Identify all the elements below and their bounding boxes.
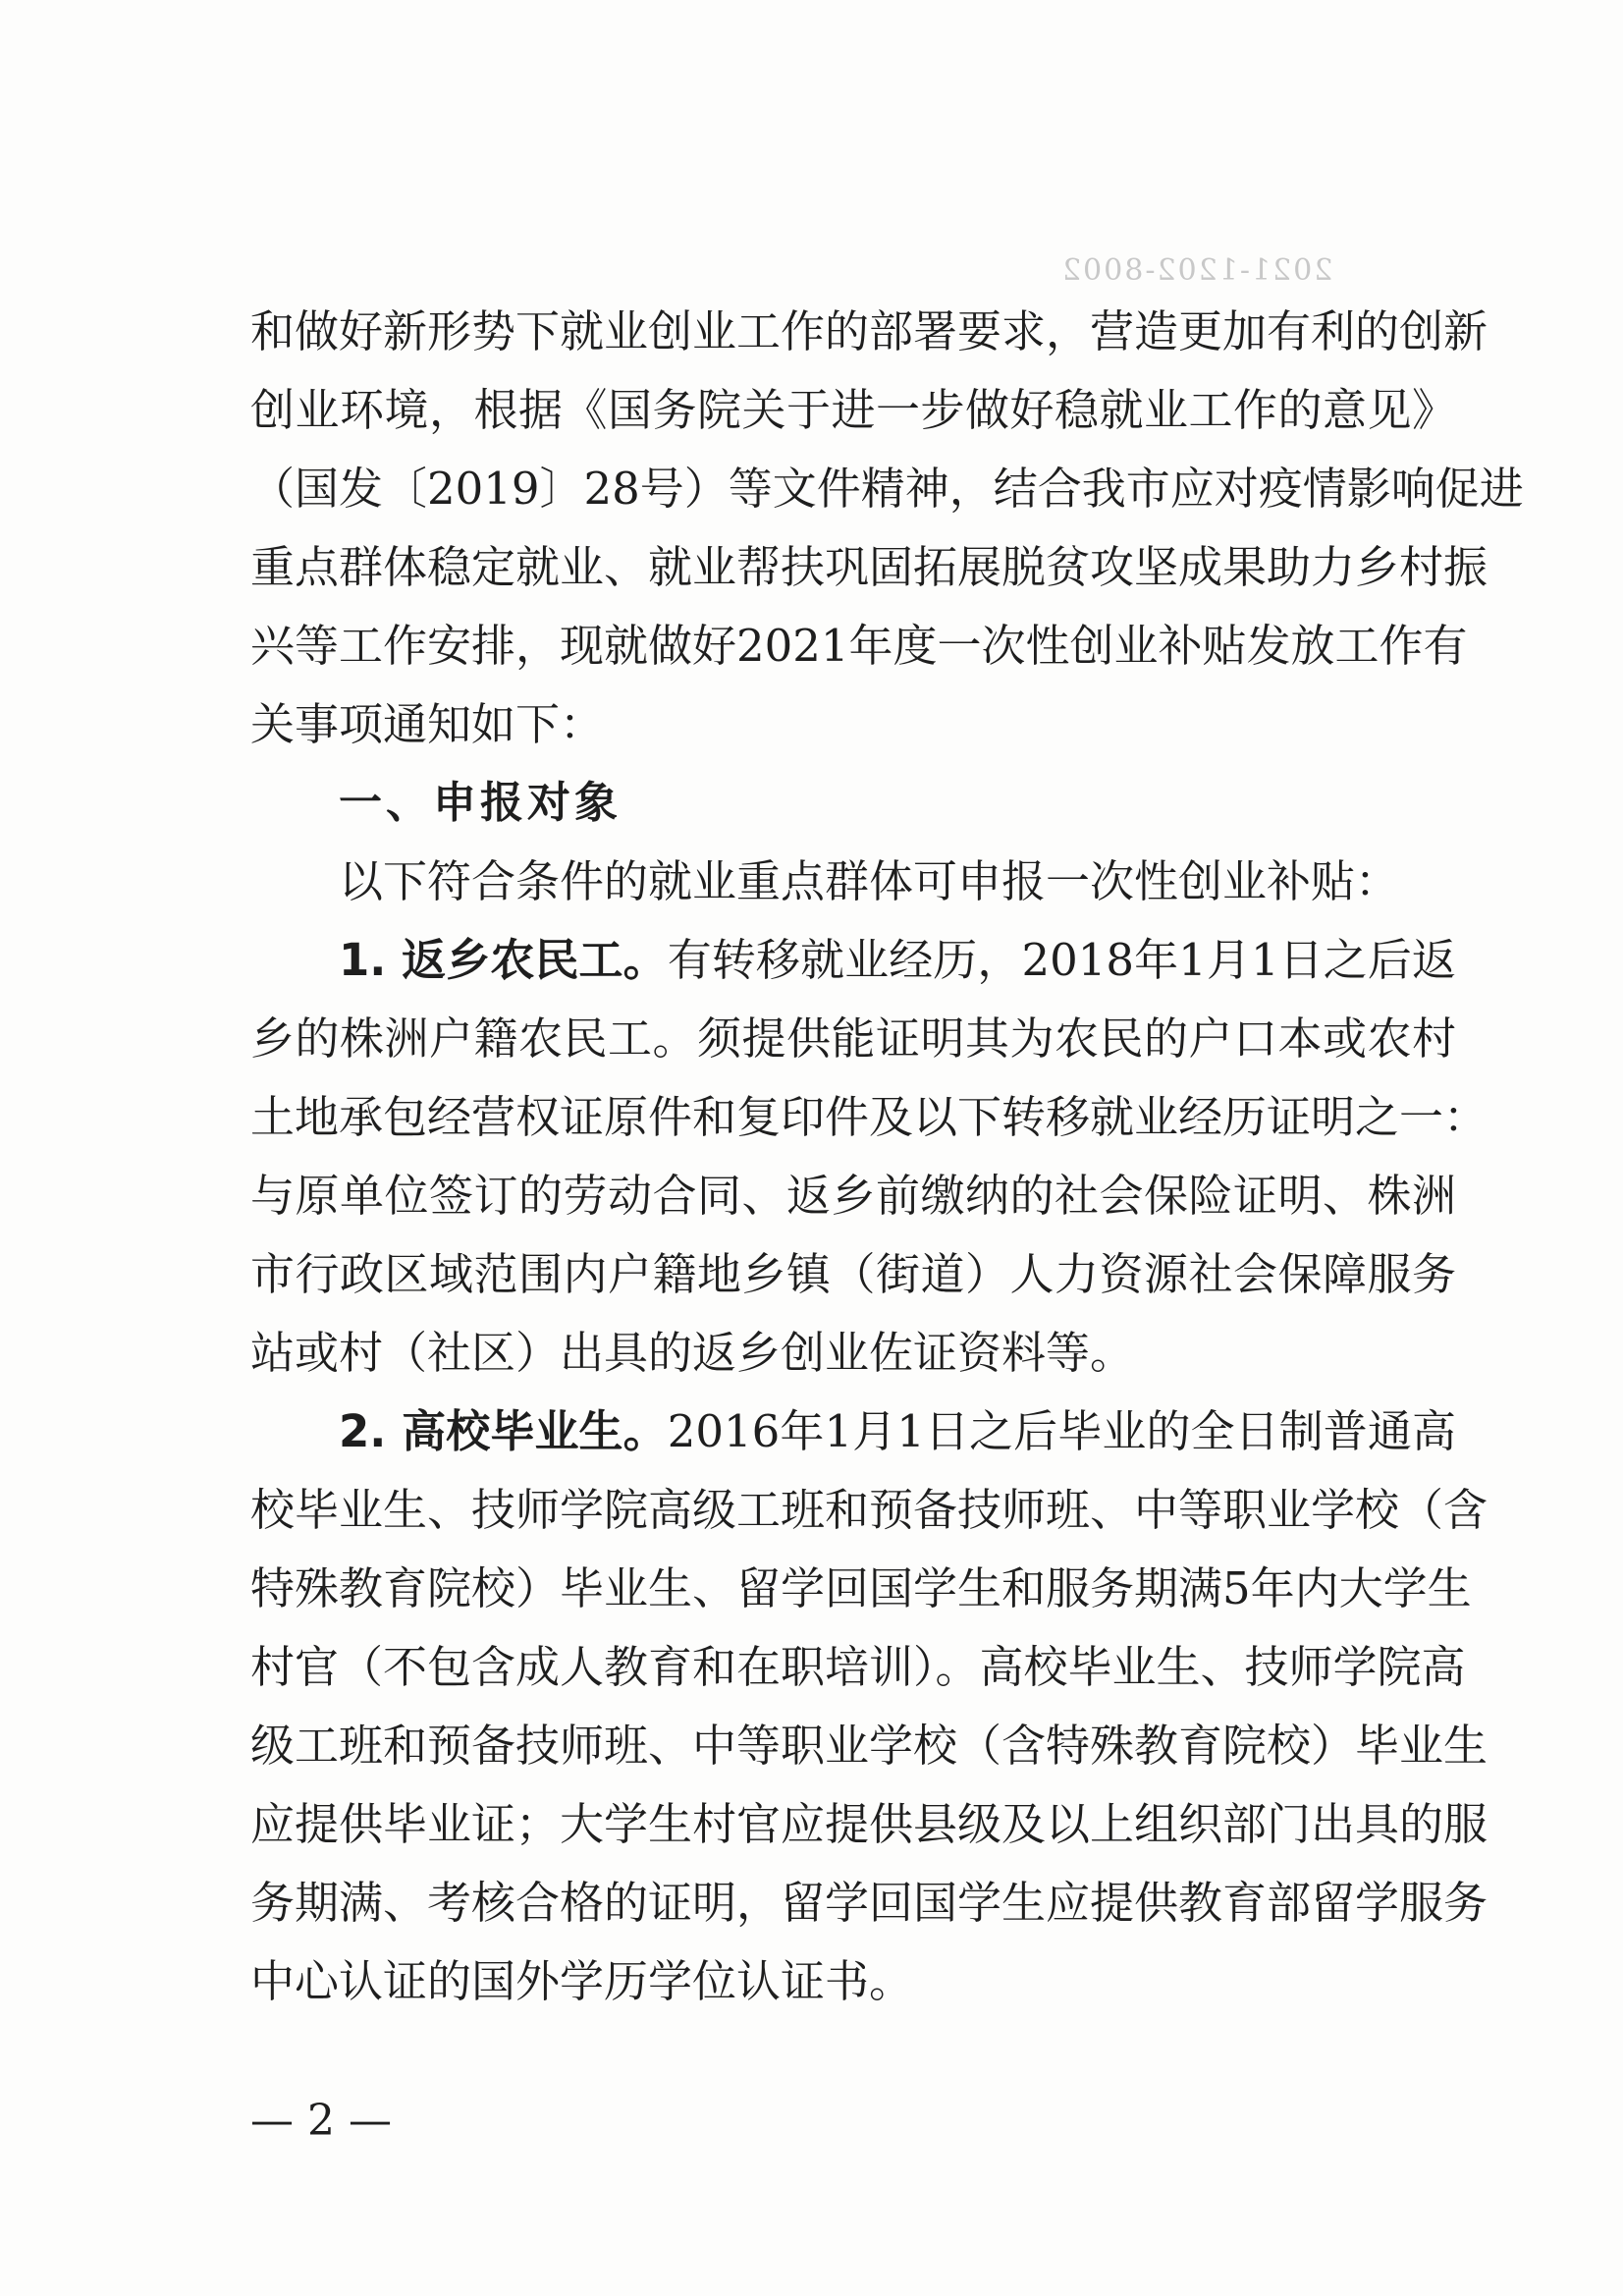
paragraph-line: 兴等工作安排，现就做好2021年度一次性创业补贴发放工作有 (250, 620, 1468, 672)
section-lead: 以下符合条件的就业重点群体可申报一次性创业补贴： (339, 855, 1400, 907)
bleed-through-text: 2021-1202-8002 (1060, 253, 1333, 288)
paragraph-line: （国发〔2019〕28号）等文件精神，结合我市应对疫情影响促进 (250, 463, 1524, 515)
item-line: 应提供毕业证；大学生村官应提供县级及以上组织部门出具的服 (250, 1798, 1488, 1850)
paragraph-line: 重点群体稳定就业、就业帮扶巩固拓展脱贫攻坚成果助力乡村振 (250, 541, 1488, 593)
item-title-returning-workers: 1. 返乡农民工。 (339, 934, 668, 986)
item-line: 特殊教育院校）毕业生、留学回国学生和服务期满5年内大学生 (250, 1562, 1472, 1614)
item-first-line (250, 1393, 1456, 1471)
page-number: — 2 — (250, 2096, 392, 2146)
paragraph-line: 和做好新形势下就业创业工作的部署要求，营造更加有利的创新 (250, 305, 1488, 357)
section-heading: 一、申报对象 (339, 778, 622, 828)
item-line: 市行政区域范围内户籍地乡镇（街道）人力资源社会保障服务 (250, 1248, 1456, 1300)
item-line: 与原单位签订的劳动合同、返乡前缴纳的社会保险证明、株洲 (250, 1170, 1456, 1222)
document-body (250, 293, 1524, 2021)
item-title-graduates: 2. 高校毕业生。 (339, 1405, 668, 1457)
item-line: 乡的株洲户籍农民工。须提供能证明其为农民的户口本或农村 (250, 1012, 1456, 1065)
item-line: 村官（不包含成人教育和在职培训）。高校毕业生、技师学院高 (250, 1641, 1466, 1693)
item-line: 土地承包经营权证原件和复印件及以下转移就业经历证明之一： (250, 1091, 1488, 1143)
item-line: 校毕业生、技师学院高级工班和预备技师班、中等职业学校（含 (250, 1484, 1488, 1536)
paragraph-line: 关事项通知如下： (250, 698, 605, 750)
item-text: 有转移就业经历，2018年1月1日之后返 (667, 934, 1456, 986)
paragraph-line: 创业环境，根据《国务院关于进一步做好稳就业工作的意见》 (250, 384, 1456, 436)
item-line: 务期满、考核合格的证明，留学回国学生应提供教育部留学服务 (250, 1877, 1488, 1929)
item-line: 中心认证的国外学历学位认证书。 (250, 1955, 914, 2007)
item-text: 2016年1月1日之后毕业的全日制普通高 (667, 1405, 1456, 1457)
item-first-line (250, 921, 1456, 1000)
item-line: 级工班和预备技师班、中等职业学校（含特殊教育院校）毕业生 (250, 1720, 1488, 1772)
item-line: 站或村（社区）出具的返乡创业佐证资料等。 (250, 1327, 1135, 1379)
